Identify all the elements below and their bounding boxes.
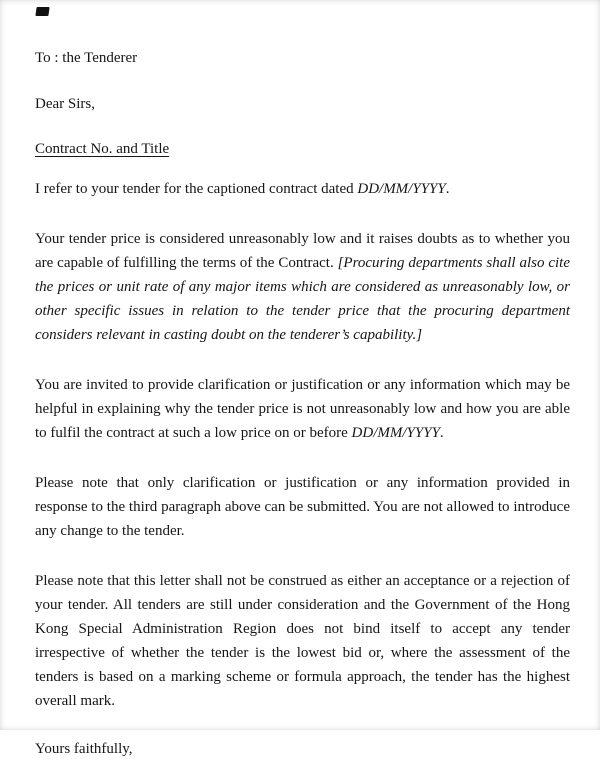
paragraph-price-text: Your tender price is considered unreasonably low and it raises doubts as to whether you are capable of fulfilling the terms of the Contract. [35, 231, 570, 271]
scan-artifact [35, 7, 49, 16]
salutation: Dear Sirs, [35, 94, 570, 116]
paragraph-reference-text: I refer to your tender for the captioned contract dated [35, 181, 357, 197]
date-placeholder-2: DD/MM/YYYY [352, 425, 440, 441]
addressee-line: To : the Tenderer [35, 48, 570, 70]
procuring-department-note: [Procuring departments shall also cite the prices or unit rate of any major items which are considered as unreasonably low, or other specific issues in relation to the tender price that the procuring department considers relevant in casting doubt on the tenderer’s capability.] [35, 255, 570, 343]
subject-line: Contract No. and Title [35, 139, 570, 161]
date-placeholder: DD/MM/YYYY [357, 181, 445, 197]
paragraph-note-construed: Please note that this letter shall not be construed as either an acceptance or a rejection of your tender. All tenders are still under consideration and the Government of the Hong Kong Special Administration Region does not bind itself to accept any tender irrespective of whether the tender is the lowest bid or, where the assessment of the tenders is based on a marking scheme or formula approach, the tender has the highest overall mark. [35, 569, 570, 713]
paragraph-reference [35, 177, 570, 201]
paragraph-reference-end: . [446, 181, 450, 197]
paragraph-note-clarification: Please note that only clarification or justification or any information provided in response to the third paragraph above can be submitted. You are not allowed to introduce any change to the tender. [35, 471, 570, 543]
paragraph-price-doubt [35, 227, 570, 347]
paragraph-invitation [35, 373, 570, 445]
paragraph-invitation-end: . [440, 425, 444, 441]
closing-line: Yours faithfully, [35, 739, 570, 760]
paragraph-invitation-text: You are invited to provide clarification or justification or any information which may be helpful in explaining why the tender price is not unreasonably low and how you are able to fulfil the contract at such a low price on or before [35, 377, 570, 441]
